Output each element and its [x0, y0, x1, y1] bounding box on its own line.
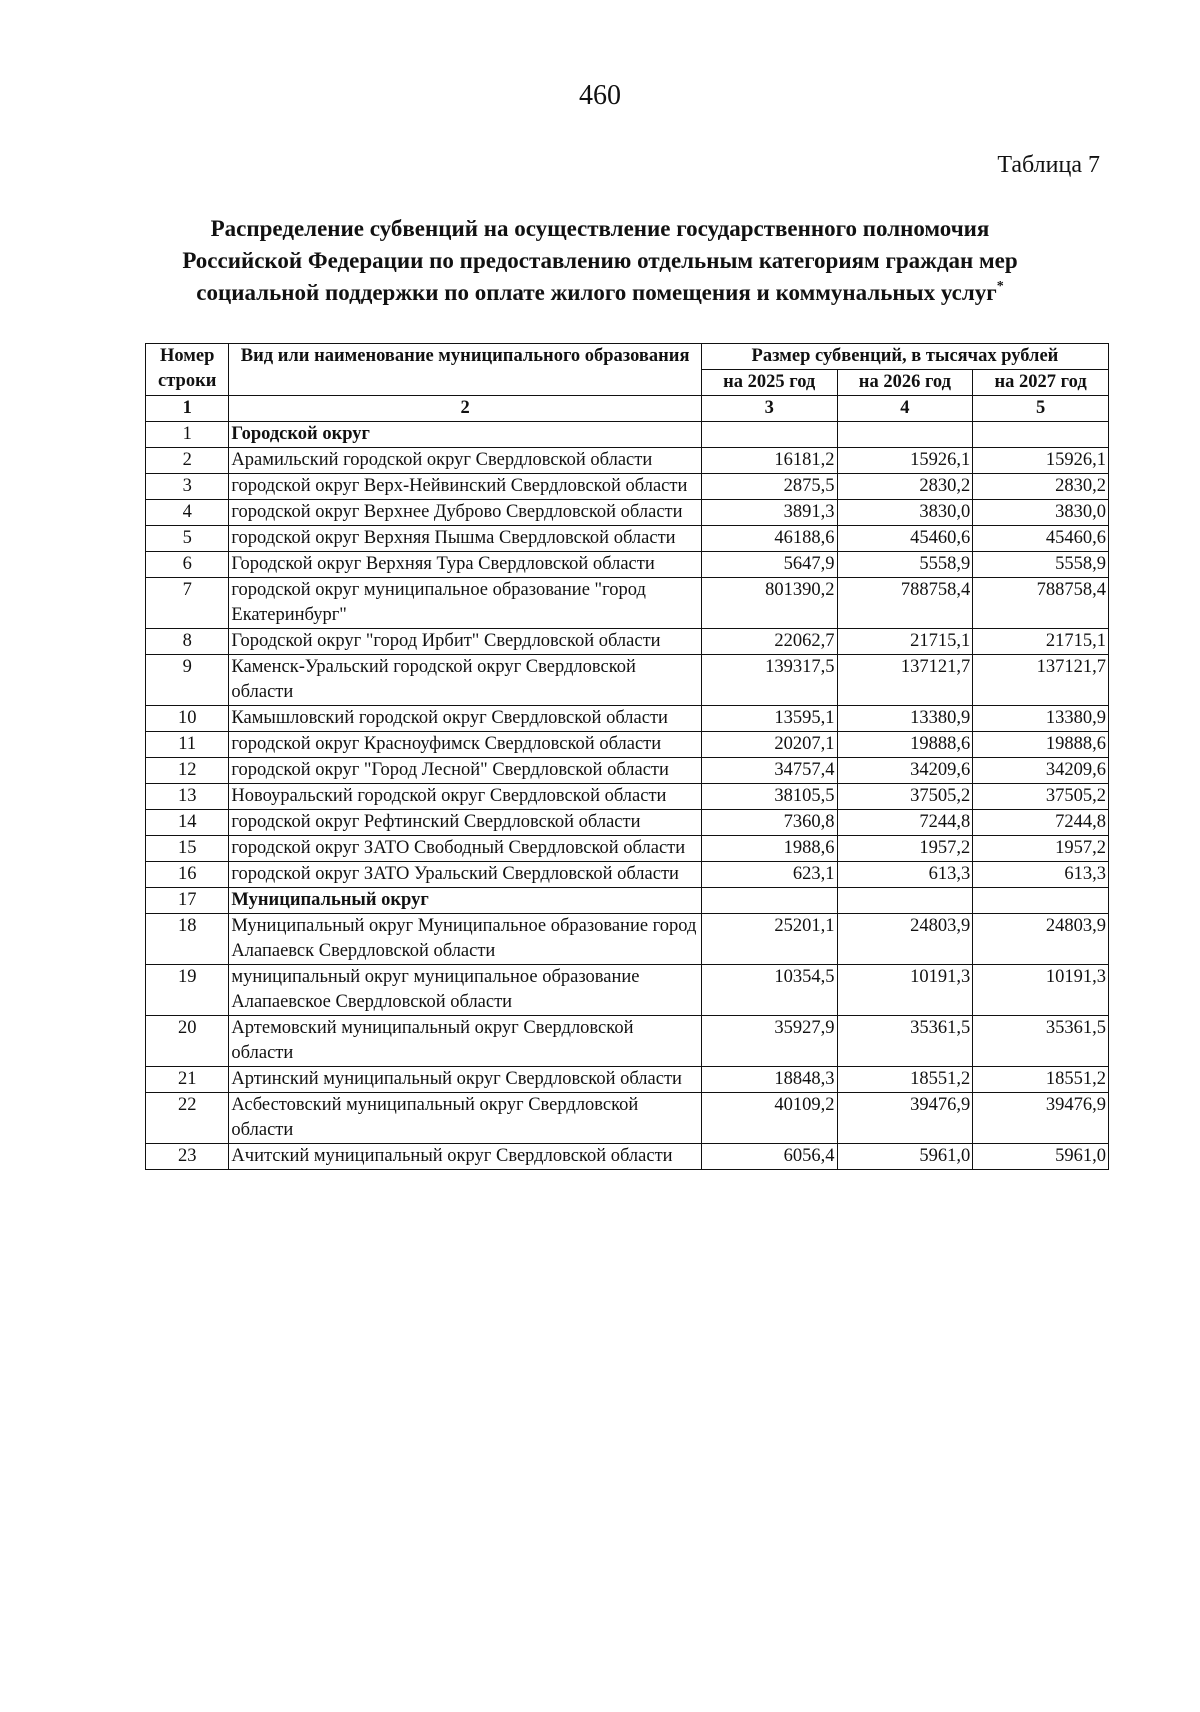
- amount-2027-cell: 788758,4: [973, 578, 1109, 629]
- amount-2027-cell: 19888,6: [973, 732, 1109, 758]
- table-row: [146, 914, 1109, 965]
- row-number-cell: 16: [146, 862, 229, 888]
- amount-2027-cell: 137121,7: [973, 655, 1109, 706]
- municipality-name-cell: Городской округ "город Ирбит" Свердловской области: [229, 629, 701, 655]
- title-line: [150, 277, 1050, 309]
- amount-2027-cell: 10191,3: [973, 965, 1109, 1016]
- row-number-cell: 6: [146, 552, 229, 578]
- row-number-cell: 21: [146, 1067, 229, 1093]
- amount-2027-cell: 613,3: [973, 862, 1109, 888]
- amount-2026-cell: 3830,0: [837, 500, 973, 526]
- municipality-name-cell: Артемовский муниципальный округ Свердловской области: [229, 1016, 701, 1067]
- amount-2027-cell: [973, 422, 1109, 448]
- amount-2025-cell: 16181,2: [701, 448, 837, 474]
- amount-2026-cell: 613,3: [837, 862, 973, 888]
- table-row: [146, 1067, 1109, 1093]
- column-index: 5: [973, 396, 1109, 422]
- municipality-name-cell: Городской округ Верхняя Тура Свердловской области: [229, 552, 701, 578]
- table-row: [146, 500, 1109, 526]
- amount-2025-cell: 5647,9: [701, 552, 837, 578]
- amount-2027-cell: 1957,2: [973, 836, 1109, 862]
- subvention-table: [145, 343, 1109, 1170]
- table-row: [146, 862, 1109, 888]
- amount-2026-cell: 37505,2: [837, 784, 973, 810]
- amount-2025-cell: 22062,7: [701, 629, 837, 655]
- table-section-row: [146, 888, 1109, 914]
- amount-2025-cell: 20207,1: [701, 732, 837, 758]
- row-number-cell: 20: [146, 1016, 229, 1067]
- row-number-cell: 18: [146, 914, 229, 965]
- municipality-name-cell: Новоуральский городской округ Свердловской области: [229, 784, 701, 810]
- municipality-name-cell: Арамильский городской округ Свердловской области: [229, 448, 701, 474]
- amount-2027-cell: 34209,6: [973, 758, 1109, 784]
- amount-2027-cell: 7244,8: [973, 810, 1109, 836]
- amount-2026-cell: 788758,4: [837, 578, 973, 629]
- row-number-cell: 19: [146, 965, 229, 1016]
- row-number-cell: 12: [146, 758, 229, 784]
- municipality-name-cell: городской округ Рефтинский Свердловской области: [229, 810, 701, 836]
- row-number-cell: 3: [146, 474, 229, 500]
- amount-2026-cell: 10191,3: [837, 965, 973, 1016]
- amount-2027-cell: [973, 888, 1109, 914]
- amount-2027-cell: 24803,9: [973, 914, 1109, 965]
- row-number-cell: 13: [146, 784, 229, 810]
- page-number: 460: [579, 80, 621, 111]
- row-number-cell: 22: [146, 1093, 229, 1144]
- amount-2025-cell: 46188,6: [701, 526, 837, 552]
- amount-2025-cell: 1988,6: [701, 836, 837, 862]
- amount-2027-cell: 5558,9: [973, 552, 1109, 578]
- row-number-cell: 23: [146, 1144, 229, 1170]
- amount-2027-cell: 15926,1: [973, 448, 1109, 474]
- column-index: 4: [837, 396, 973, 422]
- amount-2025-cell: 801390,2: [701, 578, 837, 629]
- header-amount-group: Размер субвенций, в тысячах рублей: [701, 344, 1108, 370]
- document-title: [150, 213, 1050, 309]
- header-year-2027: на 2027 год: [973, 370, 1109, 396]
- table-row: [146, 629, 1109, 655]
- amount-2025-cell: 2875,5: [701, 474, 837, 500]
- municipality-name-cell: Ачитский муниципальный округ Свердловской области: [229, 1144, 701, 1170]
- table-section-row: [146, 422, 1109, 448]
- amount-2027-cell: 2830,2: [973, 474, 1109, 500]
- amount-2025-cell: 38105,5: [701, 784, 837, 810]
- table-row: [146, 784, 1109, 810]
- municipality-name-cell: городской округ "Город Лесной" Свердловской области: [229, 758, 701, 784]
- municipality-name-cell: городской округ Верхняя Пышма Свердловской области: [229, 526, 701, 552]
- municipality-name-cell: муниципальный округ муниципальное образование Алапаевское Свердловской области: [229, 965, 701, 1016]
- row-number-cell: 14: [146, 810, 229, 836]
- municipality-name-cell: Муниципальный округ Муниципальное образование город Алапаевск Свердловской области: [229, 914, 701, 965]
- amount-2026-cell: 21715,1: [837, 629, 973, 655]
- header-name: Вид или наименование муниципального образования: [229, 344, 701, 396]
- table-row: [146, 448, 1109, 474]
- amount-2026-cell: 39476,9: [837, 1093, 973, 1144]
- municipality-name-cell: Городской округ: [229, 422, 701, 448]
- municipality-name-cell: Каменск-Уральский городской округ Свердловской области: [229, 655, 701, 706]
- table-row: [146, 1093, 1109, 1144]
- table-row: [146, 552, 1109, 578]
- row-number-cell: 15: [146, 836, 229, 862]
- amount-2026-cell: 45460,6: [837, 526, 973, 552]
- municipality-name-cell: городской округ муниципальное образование "город Екатеринбург": [229, 578, 701, 629]
- amount-2027-cell: 35361,5: [973, 1016, 1109, 1067]
- amount-2025-cell: [701, 888, 837, 914]
- municipality-name-cell: городской округ Красноуфимск Свердловской области: [229, 732, 701, 758]
- municipality-name-cell: городской округ Верхнее Дуброво Свердловской области: [229, 500, 701, 526]
- table-row: [146, 578, 1109, 629]
- amount-2026-cell: 35361,5: [837, 1016, 973, 1067]
- row-number-cell: 7: [146, 578, 229, 629]
- header-year-2026: на 2026 год: [837, 370, 973, 396]
- municipality-name-cell: Муниципальный округ: [229, 888, 701, 914]
- table-row: [146, 706, 1109, 732]
- table-label: Таблица 7: [997, 152, 1100, 178]
- municipality-name-cell: городской округ Верх-Нейвинский Свердловской области: [229, 474, 701, 500]
- header-row: [146, 344, 1109, 370]
- amount-2026-cell: 15926,1: [837, 448, 973, 474]
- municipality-name-cell: городской округ ЗАТО Свободный Свердловской области: [229, 836, 701, 862]
- amount-2026-cell: 2830,2: [837, 474, 973, 500]
- row-number-cell: 8: [146, 629, 229, 655]
- amount-2025-cell: 10354,5: [701, 965, 837, 1016]
- amount-2025-cell: [701, 422, 837, 448]
- table-body: [146, 422, 1109, 1170]
- title-line: Распределение субвенций на осуществление государственного полномочия: [210, 216, 990, 241]
- table-row: [146, 836, 1109, 862]
- amount-2025-cell: 3891,3: [701, 500, 837, 526]
- municipality-name-cell: Асбестовский муниципальный округ Свердловской области: [229, 1093, 701, 1144]
- amount-2026-cell: 7244,8: [837, 810, 973, 836]
- amount-2025-cell: 13595,1: [701, 706, 837, 732]
- amount-2027-cell: 18551,2: [973, 1067, 1109, 1093]
- amount-2025-cell: 6056,4: [701, 1144, 837, 1170]
- table-row: [146, 1016, 1109, 1067]
- amount-2026-cell: 18551,2: [837, 1067, 973, 1093]
- amount-2027-cell: 37505,2: [973, 784, 1109, 810]
- title-line: Российской Федерации по предоставлению отдельным категориям граждан мер: [182, 248, 1018, 273]
- table-row: [146, 474, 1109, 500]
- amount-2025-cell: 34757,4: [701, 758, 837, 784]
- column-index: 1: [146, 396, 229, 422]
- amount-2025-cell: 139317,5: [701, 655, 837, 706]
- table-row: [146, 758, 1109, 784]
- column-index: 2: [229, 396, 701, 422]
- amount-2027-cell: 39476,9: [973, 1093, 1109, 1144]
- table-row: [146, 965, 1109, 1016]
- table-row: [146, 1144, 1109, 1170]
- amount-2025-cell: 35927,9: [701, 1016, 837, 1067]
- table-row: [146, 810, 1109, 836]
- footnote-mark: *: [996, 279, 1004, 294]
- row-number-cell: 1: [146, 422, 229, 448]
- amount-2026-cell: 137121,7: [837, 655, 973, 706]
- amount-2026-cell: 5558,9: [837, 552, 973, 578]
- amount-2027-cell: 5961,0: [973, 1144, 1109, 1170]
- row-number-cell: 11: [146, 732, 229, 758]
- row-number-cell: 9: [146, 655, 229, 706]
- row-number-cell: 4: [146, 500, 229, 526]
- amount-2026-cell: 5961,0: [837, 1144, 973, 1170]
- amount-2026-cell: 13380,9: [837, 706, 973, 732]
- amount-2025-cell: 40109,2: [701, 1093, 837, 1144]
- table-row: [146, 526, 1109, 552]
- header-row-number: Номер строки: [146, 344, 229, 396]
- amount-2026-cell: 19888,6: [837, 732, 973, 758]
- municipality-name-cell: городской округ ЗАТО Уральский Свердловской области: [229, 862, 701, 888]
- amount-2026-cell: 1957,2: [837, 836, 973, 862]
- amount-2026-cell: [837, 422, 973, 448]
- amount-2026-cell: [837, 888, 973, 914]
- amount-2025-cell: 623,1: [701, 862, 837, 888]
- amount-2027-cell: 45460,6: [973, 526, 1109, 552]
- amount-2026-cell: 24803,9: [837, 914, 973, 965]
- amount-2025-cell: 18848,3: [701, 1067, 837, 1093]
- row-number-cell: 10: [146, 706, 229, 732]
- amount-2027-cell: 21715,1: [973, 629, 1109, 655]
- amount-2027-cell: 13380,9: [973, 706, 1109, 732]
- row-number-cell: 5: [146, 526, 229, 552]
- column-index: 3: [701, 396, 837, 422]
- table-row: [146, 655, 1109, 706]
- title-line-text: социальной поддержки по оплате жилого помещения и коммунальных услуг: [196, 280, 997, 305]
- municipality-name-cell: Артинский муниципальный округ Свердловской области: [229, 1067, 701, 1093]
- column-index-row: [146, 396, 1109, 422]
- row-number-cell: 2: [146, 448, 229, 474]
- row-number-cell: 17: [146, 888, 229, 914]
- municipality-name-cell: Камышловский городской округ Свердловской области: [229, 706, 701, 732]
- header-year-2025: на 2025 год: [701, 370, 837, 396]
- amount-2025-cell: 25201,1: [701, 914, 837, 965]
- amount-2026-cell: 34209,6: [837, 758, 973, 784]
- amount-2027-cell: 3830,0: [973, 500, 1109, 526]
- table-row: [146, 732, 1109, 758]
- amount-2025-cell: 7360,8: [701, 810, 837, 836]
